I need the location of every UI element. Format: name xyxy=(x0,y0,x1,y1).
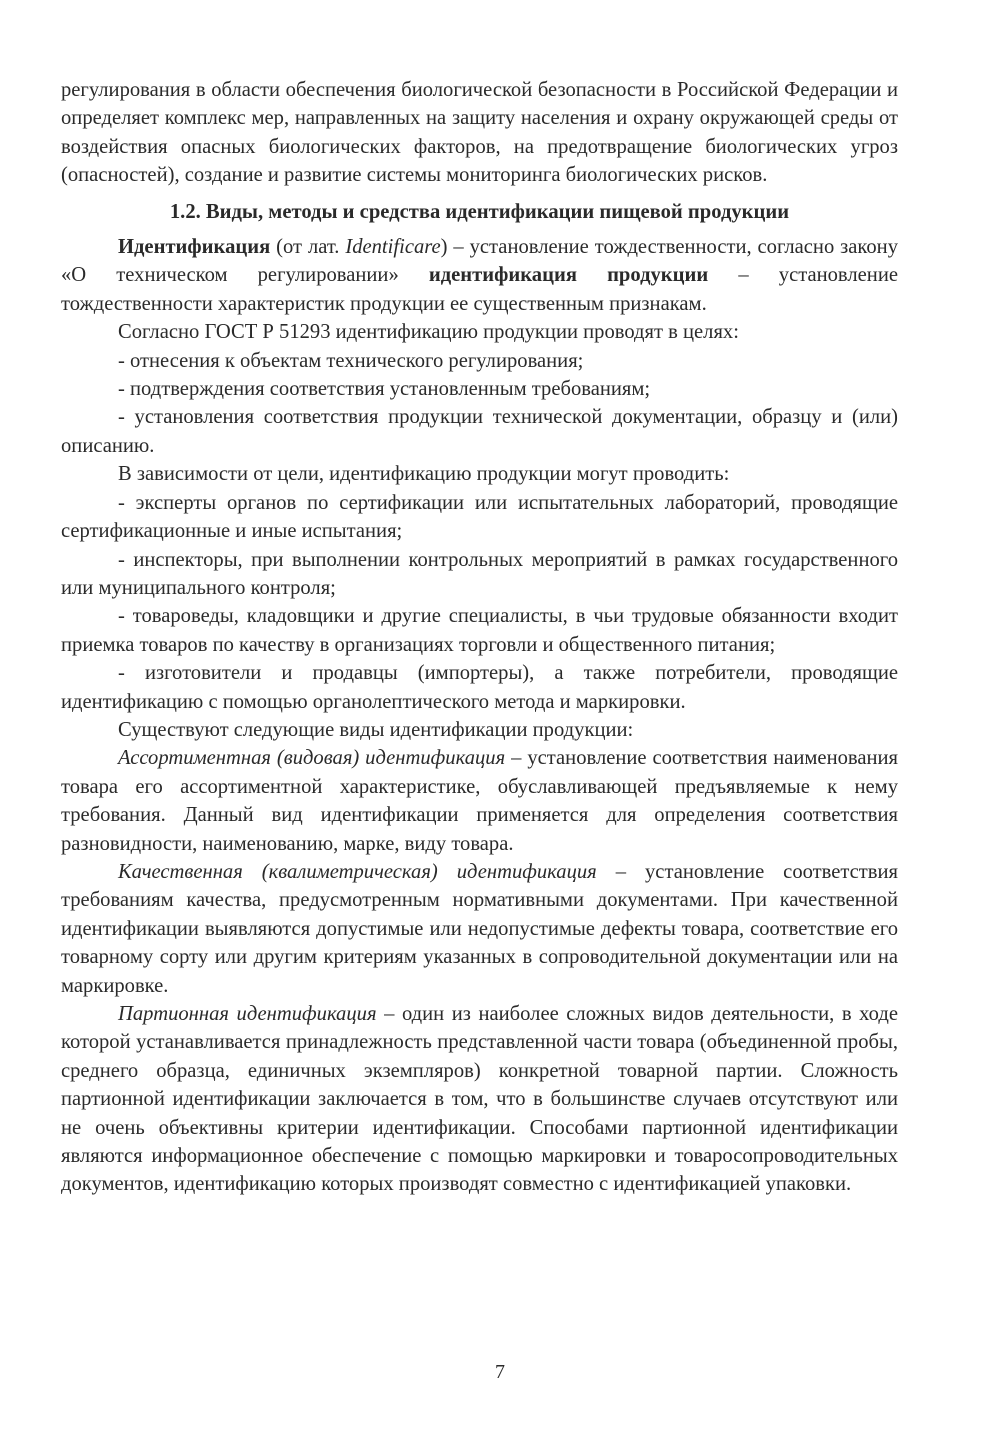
text-fragment: – установление тождественности характеристик продукции ее существенным признакам. xyxy=(61,264,898,315)
text-fragment: – установление соответствия требованиям качества, предусмотренным нормативными документами. При качественной идентификации выявляются допустимые или недопустимые дефекты товара, соответствие его товарному сорту или другим критериям указанных в сопроводительной документации или на маркировке. xyxy=(61,860,898,997)
paragraph-quality-identification xyxy=(61,858,898,1000)
paragraph-gost-goals: Согласно ГОСТ Р 51293 идентификацию продукции проводят в целях: xyxy=(118,321,739,344)
text-fragment: ) – установление тождественности, согласно закону «О техническом регулировании» xyxy=(61,236,899,287)
paragraph-who-performs: В зависимости от цели, идентификацию продукции могут проводить: xyxy=(118,463,730,486)
paragraph-assortment-identification xyxy=(61,744,898,858)
list-item: - изготовители и продавцы (импортеры), а также потребители, проводящие идентификацию с помощью органолептического метода и маркировки. xyxy=(61,662,898,713)
section-heading: 1.2. Виды, методы и средства идентификации пищевой продукции xyxy=(169,200,790,223)
term-assortment-identification: Ассортиментная (видовая) идентификация xyxy=(118,747,506,770)
term-batch-identification: Партионная идентификация xyxy=(118,1003,377,1025)
list-item: - отнесения к объектам технического регулирования; xyxy=(118,349,584,372)
list-item: - товароведы, кладовщики и другие специалисты, в чьи трудовые обязанности входит приемка товаров по качеству в организациях торговли и общественного питания; xyxy=(61,605,898,656)
text-fragment: – установление соответствия наименования товара его ассортиментной характеристике, обуславливающей предъявляемые к нему требования. Данный вид идентификации применяется для определения соответствия разновидности, наименованию, марке, виду товара. xyxy=(61,747,898,855)
list-item: - инспекторы, при выполнении контрольных мероприятий в рамках государственного или муниципального контроля; xyxy=(61,548,898,599)
list-item: - подтверждения соответствия установленным требованиям; xyxy=(118,378,651,401)
paragraph-batch-identification xyxy=(61,1000,898,1199)
paragraph-types-intro: Существуют следующие виды идентификации продукции: xyxy=(118,718,634,741)
latin-term: Identificare xyxy=(345,236,441,259)
term-identification: Идентификация xyxy=(118,236,271,259)
paragraph-continuation: регулирования в области обеспечения биологической безопасности в Российской Федерации и определяет комплекс мер, направленных на защиту населения и охрану окружающей среды от воздействия опасных биологических факторов, на предотвращение биологических угроз (опасностей), создание и развитие системы мониторинга биологических рисков. xyxy=(61,79,898,187)
list-item: - установления соответствия продукции технической документации, образцу и (или) описанию. xyxy=(61,406,898,457)
text-fragment: – один из наиболее сложных видов деятельности, в ходе которой устанавливается принадлежность представленной части товара (объединенной пробы, среднего образца, единичных экземпляров) конкретной товарной партии. Сложность партионной идентификации заключается в том, что в большинстве случаев отсутствуют или не очень объективны критерии идентификации. Способами партионной идентификации являются информационное обеспечение с помощью маркировки и товаросопроводительных документов, идентификацию которых производят совместно с идентификацией упаковки. xyxy=(61,1003,898,1196)
paragraph-identification-definition xyxy=(61,233,898,318)
list-item: - эксперты органов по сертификации или испытательных лабораторий, проводящие сертификационные и иные испытания; xyxy=(61,491,898,543)
page-number: 7 xyxy=(495,1361,505,1383)
term-product-identification: идентификация продукции xyxy=(428,264,709,287)
term-quality-identification: Качественная (квалиметрическая) идентификация xyxy=(118,860,597,883)
page-body xyxy=(61,76,898,1199)
text-fragment: (от лат. xyxy=(270,236,346,259)
